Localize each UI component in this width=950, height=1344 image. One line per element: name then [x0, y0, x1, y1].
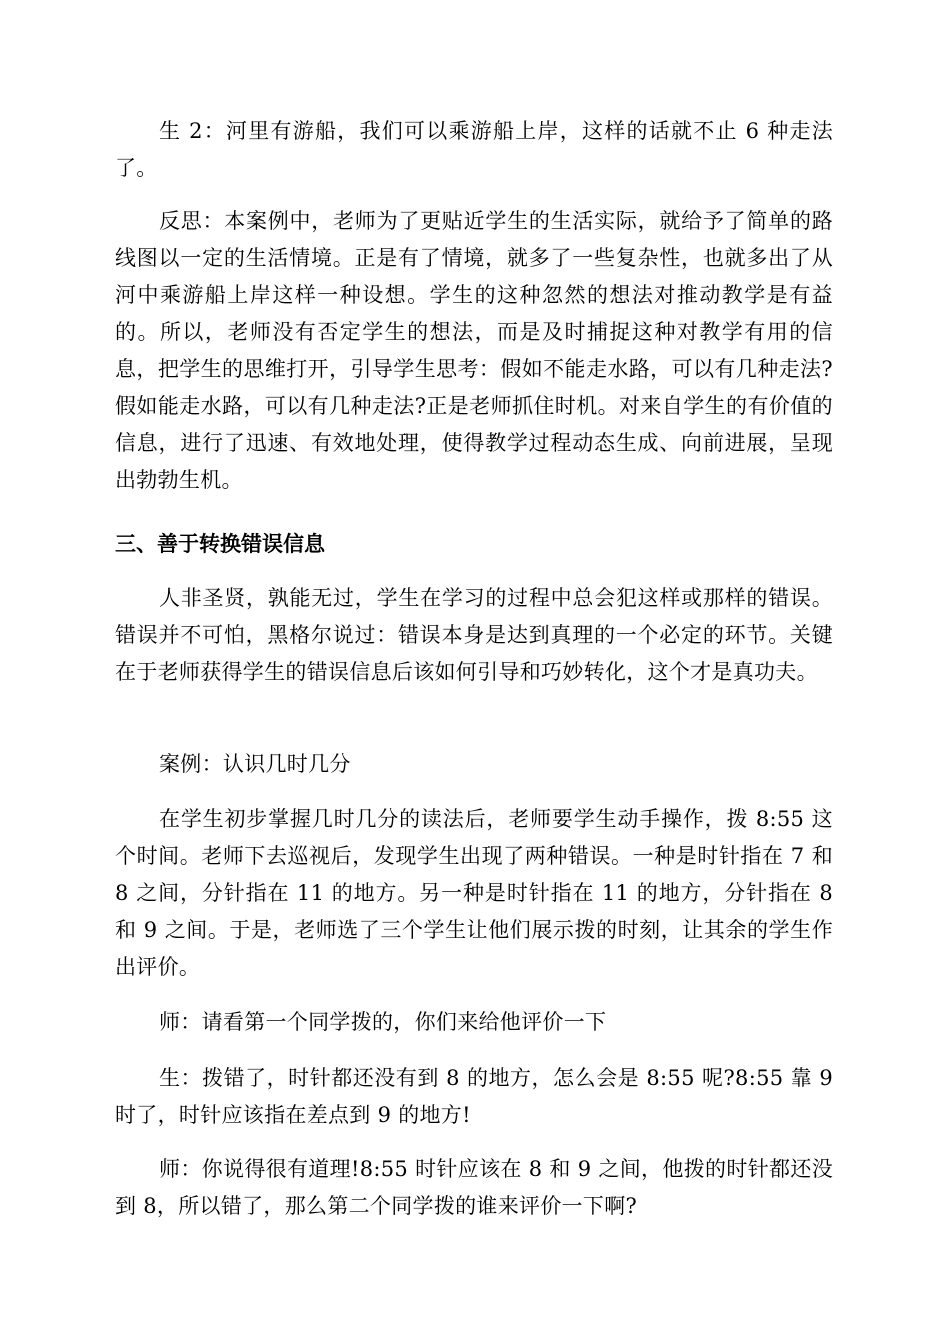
paragraph-reflection: 反思：本案例中，老师为了更贴近学生的生活实际，就给予了简单的路线图以一定的生活情境。正是有了情境，就多了一些复杂性，也就多出了从河中乘游船上岸这样一种设想。学生的这种忽然的想法对推动教学是有益的。所以，老师没有否定学生的想法，而是及时捕捉这种对教学有用的信息，把学生的思维打开，引导学生思考：假如不能走水路，可以有几种走法?假如能走水路，可以有几种走法?正是老师抓住时机。对来自学生的有价值的信息，进行了迅速、有效地处理，使得教学过程动态生成、向前进展，呈现出勃勃生机。: [115, 209, 833, 492]
paragraph-intro-errors: 人非圣贤，孰能无过，学生在学习的过程中总会犯这样或那样的错误。错误并不可怕，黑格尔说过：错误本身是达到真理的一个必定的环节。关键在于老师获得学生的错误信息后该如何引导和巧妙转化，这个才是真功夫。: [115, 586, 833, 684]
section-heading: 三、善于转换错误信息: [115, 532, 325, 556]
paragraph-student-2-answer: 生 2：河里有游船，我们可以乘游船上岸，这样的话就不止 6 种走法了。: [115, 119, 833, 180]
paragraph-teacher-2: 师：你说得很有道理!8:55 时针应该在 8 和 9 之间，他拨的时针都还没到 8，所以错了，那么第二个同学拨的谁来评价一下啊?: [115, 1157, 833, 1218]
paragraph-student-reply: 生：拨错了，时针都还没有到 8 的地方，怎么会是 8:55 呢?8:55 靠 9 时了，时针应该指在差点到 9 的地方!: [115, 1066, 833, 1127]
paragraph-case-title: 案例：认识几时几分: [159, 752, 351, 776]
paragraph-case-description: 在学生初步掌握几时几分的读法后，老师要学生动手操作，拨 8:55 这个时间。老师下去巡视后，发现学生出现了两种错误。一种是时针指在 7 和 8 之间，分针指在 11 的地方。另一种是时针指在 11 的地方，分针指在 8 和 9 之间。于是，老师选了三个学生让他们展示拨的时刻，让其余的学生作出评价。: [115, 807, 833, 979]
paragraph-teacher-1: 师：请看第一个同学拨的，你们来给他评价一下: [159, 1010, 607, 1034]
